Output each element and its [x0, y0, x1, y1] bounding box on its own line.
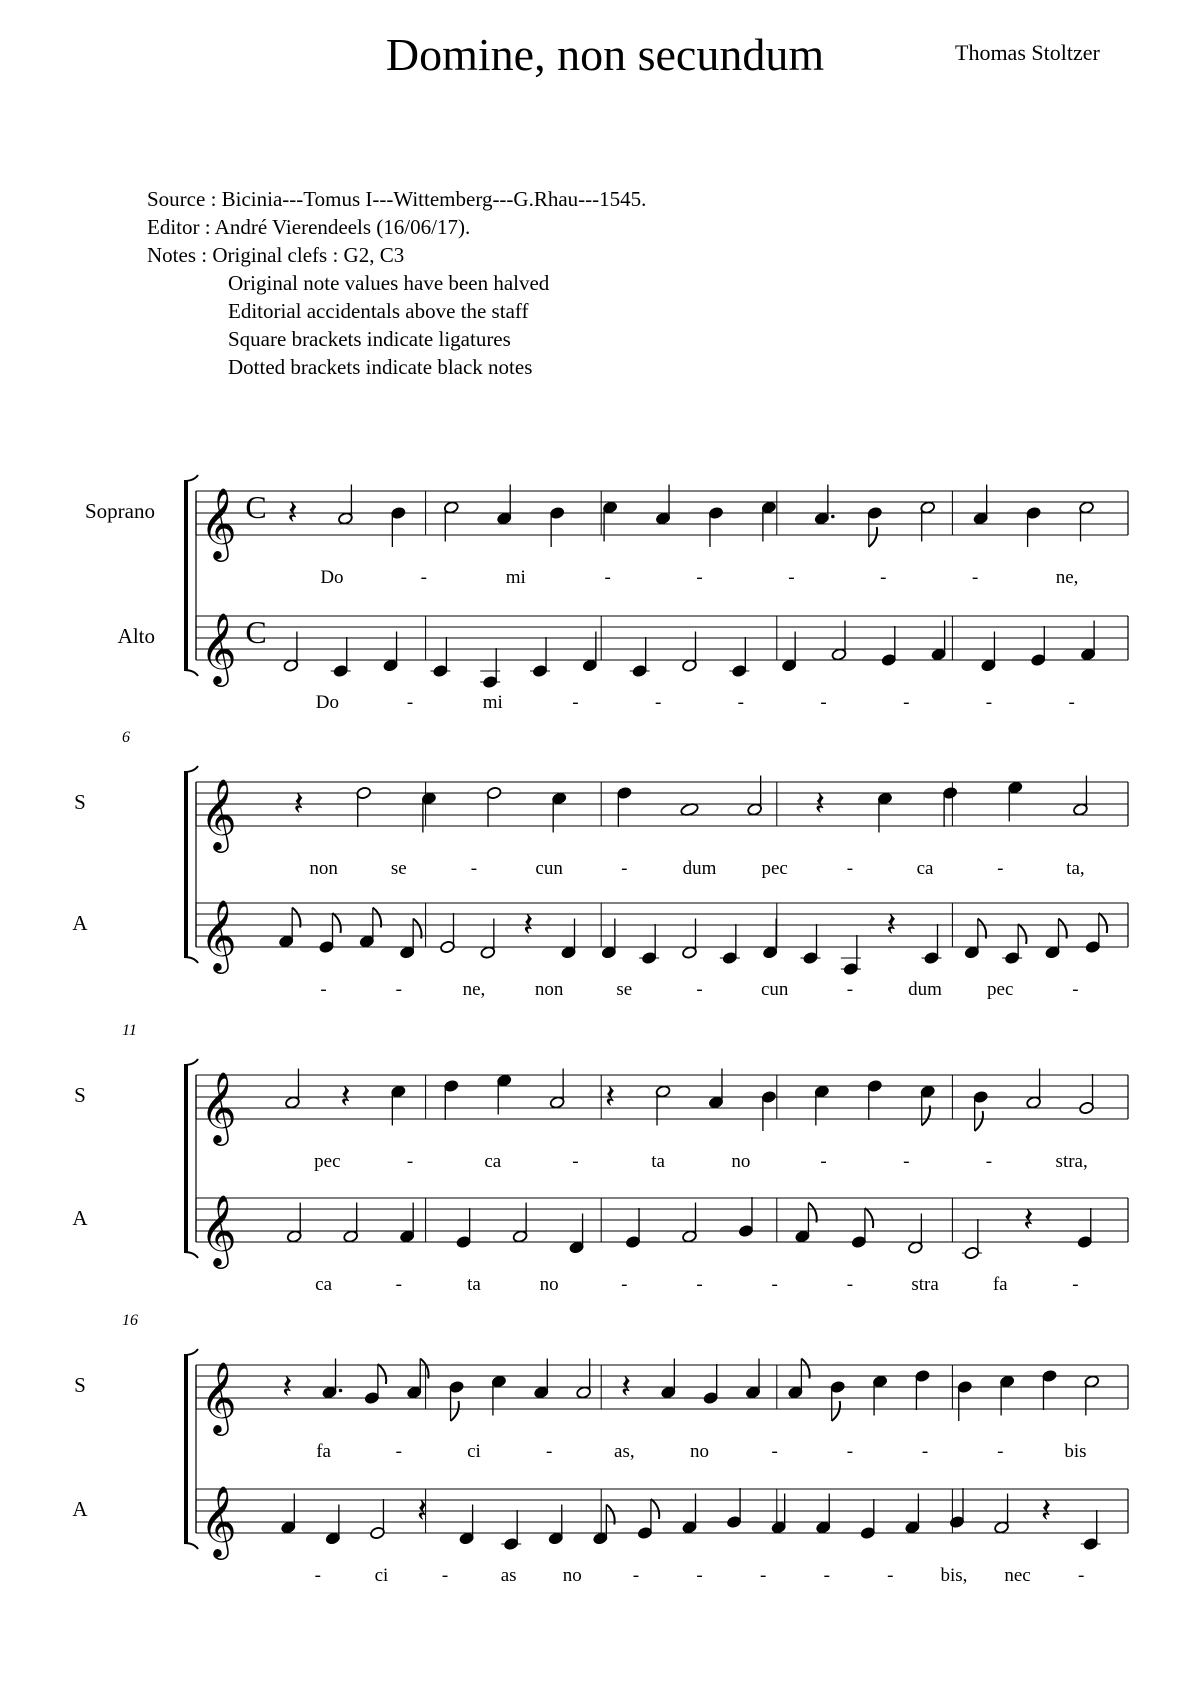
staff-label-soprano: Soprano: [85, 499, 155, 523]
lyric-syllable: -: [1072, 979, 1079, 1000]
lyric-syllable: no: [731, 1151, 751, 1172]
quarter-rest-icon: 𝄽: [885, 907, 897, 944]
treble-clef-icon: 𝄞: [200, 1197, 237, 1265]
lyric-syllable: nec: [1004, 1565, 1031, 1586]
lyric-syllable: ta: [651, 1151, 666, 1172]
quarter-rest-icon: 𝄽: [1040, 1493, 1052, 1530]
bracket-hook: [184, 766, 198, 772]
lyric-syllable: -: [820, 1151, 827, 1172]
lyric-syllable: -: [887, 1565, 894, 1586]
lyric-syllable: ci: [467, 1441, 481, 1462]
staff-label-soprano: S: [74, 1083, 86, 1107]
lyric-syllable: -: [395, 979, 402, 1000]
lyric-syllable: -: [921, 1441, 929, 1462]
lyric-syllable: -: [696, 567, 703, 588]
lyric-syllable: se: [390, 858, 407, 879]
lyric-syllable: -: [1072, 1274, 1079, 1295]
lyric-syllable: ca: [484, 1151, 502, 1172]
quarter-rest-icon: 𝄽: [1023, 1202, 1034, 1239]
lyric-syllable: ta: [467, 1274, 481, 1295]
lyric-syllable: -: [771, 1274, 778, 1295]
lyric-syllable: -: [406, 1151, 414, 1172]
lyric-syllable: -: [846, 1274, 854, 1295]
lyric-syllable: -: [632, 1565, 640, 1586]
treble-clef-icon: 𝄞: [200, 490, 237, 558]
lyric-syllable: Do: [315, 692, 339, 713]
lyric-syllable: as: [500, 1565, 517, 1586]
lyric-syllable: -: [846, 858, 854, 879]
source-line: Source : Bicinia---Tomus I---Wittemberg---G.Rhau---1545.: [147, 187, 647, 211]
quarter-rest-icon: 𝄽: [416, 1493, 428, 1530]
lyric-syllable: ne,: [462, 979, 486, 1000]
bracket-hook: [184, 670, 198, 676]
lyric-syllable: fa: [316, 1441, 331, 1462]
staff-label-alto: Alto: [117, 624, 155, 648]
note-flag: [451, 1401, 459, 1421]
lyric-syllable: -: [1078, 1565, 1085, 1586]
lyric-syllable: -: [1068, 692, 1075, 713]
lyric-syllable: mi: [505, 567, 526, 588]
note-flag: [1099, 913, 1107, 933]
lyric-syllable: -: [997, 858, 1004, 879]
lyric-syllable: -: [621, 858, 628, 879]
lyric-syllable: -: [441, 1565, 449, 1586]
note-line: Square brackets indicate ligatures: [228, 327, 511, 351]
editor-line: Editor : André Vierendeels (16/06/17).: [147, 215, 471, 239]
lyric-syllable: dum: [908, 979, 942, 1000]
lyric-syllable: -: [985, 1151, 993, 1172]
lyric-syllable: ta,: [1066, 858, 1085, 879]
staff-label-alto: A: [72, 1497, 88, 1521]
lyric-syllable: -: [406, 692, 414, 713]
lyric-syllable: -: [470, 858, 478, 879]
lyric-syllable: ca: [315, 1274, 333, 1295]
note-flag: [975, 1111, 983, 1131]
lyric-syllable: mi: [482, 692, 503, 713]
bracket-hook: [184, 1252, 198, 1258]
quarter-rest-icon: 𝄽: [340, 1079, 351, 1116]
note-line: Original note values have been halved: [228, 271, 550, 295]
note-line: Dotted brackets indicate black notes: [228, 355, 533, 379]
lyric-syllable: ne,: [1055, 567, 1079, 588]
lyric-syllable: no: [539, 1274, 559, 1295]
lyric-syllable: bis,: [940, 1565, 968, 1586]
augmentation-dot: [339, 1389, 343, 1393]
lyric-syllable: -: [696, 1274, 703, 1295]
time-signature: C: [245, 489, 267, 525]
lyric-syllable: -: [572, 1151, 579, 1172]
lyric-syllable: as,: [614, 1441, 635, 1462]
note-flag: [333, 913, 341, 933]
note-flag: [651, 1499, 659, 1519]
lyric-syllable: -: [737, 692, 745, 713]
lyric-syllable: -: [395, 1274, 402, 1295]
staff-label-alto: A: [72, 911, 88, 935]
lyric-syllable: -: [788, 567, 795, 588]
quarter-rest-icon: 𝄽: [522, 907, 534, 944]
lyric-syllable: -: [846, 979, 854, 1000]
lyric-syllable: -: [771, 1441, 778, 1462]
lyric-syllable: pec: [761, 858, 788, 879]
staff-label-soprano: S: [74, 790, 86, 814]
lyric-syllable: -: [420, 567, 427, 588]
lyric-syllable: -: [545, 1441, 553, 1462]
note-line: Editorial accidentals above the staff: [228, 299, 529, 323]
lyric-syllable: -: [314, 1565, 321, 1586]
lyric-syllable: fa: [992, 1274, 1008, 1295]
lyric-syllable: -: [903, 1151, 910, 1172]
quarter-rest-icon: 𝄽: [281, 1369, 293, 1406]
lyric-syllable: cun: [535, 858, 563, 879]
quarter-rest-icon: 𝄽: [287, 495, 298, 532]
lyric-syllable: bis: [1064, 1441, 1087, 1462]
lyric-syllable: no: [562, 1565, 582, 1586]
note-flag: [869, 527, 877, 547]
lyric-syllable: -: [696, 1565, 703, 1586]
lyric-syllable: -: [880, 567, 887, 588]
treble-clef-icon: 𝄞: [200, 1074, 237, 1142]
treble-clef-icon: 𝄞: [200, 1364, 237, 1432]
lyric-syllable: no: [690, 1441, 709, 1462]
augmentation-dot: [831, 515, 835, 519]
lyric-syllable: -: [320, 979, 327, 1000]
notes-header-line: Notes : Original clefs : G2, C3: [147, 243, 405, 267]
lyric-syllable: -: [820, 692, 827, 713]
lyric-syllable: -: [997, 1441, 1004, 1462]
lyric-syllable: Do: [320, 567, 344, 588]
measure-number: 6: [122, 729, 130, 746]
lyric-syllable: -: [621, 1274, 628, 1295]
lyric-syllable: -: [985, 692, 993, 713]
lyric-syllable: -: [395, 1441, 402, 1462]
composer-name: Thomas Stoltzer: [955, 40, 1100, 65]
treble-clef-icon: 𝄞: [200, 615, 237, 683]
quarter-rest-icon: 𝄽: [814, 786, 826, 823]
lyric-syllable: -: [823, 1565, 830, 1586]
piece-title: Domine, non secundum: [385, 29, 825, 80]
lyric-syllable: -: [604, 567, 611, 588]
quarter-rest-icon: 𝄽: [620, 1369, 632, 1406]
lyric-syllable: non: [309, 858, 338, 879]
bracket-hook: [184, 1059, 198, 1065]
lyric-syllable: ci: [374, 1565, 389, 1586]
treble-clef-icon: 𝄞: [200, 1488, 237, 1556]
lyric-syllable: -: [759, 1565, 767, 1586]
measure-number: 11: [122, 1022, 137, 1039]
lyric-syllable: pec: [314, 1151, 341, 1172]
time-signature: C: [245, 614, 267, 650]
note-flag: [1018, 924, 1026, 944]
quarter-rest-icon: 𝄽: [293, 786, 304, 823]
lyric-syllable: cun: [760, 979, 789, 1000]
lyric-syllable: stra,: [1055, 1151, 1088, 1172]
lyric-syllable: -: [972, 567, 979, 588]
note-flag: [378, 1364, 386, 1384]
lyric-syllable: pec: [987, 979, 1014, 1000]
note-flag: [865, 1208, 873, 1228]
bracket-hook: [184, 957, 198, 963]
staff-label-soprano: S: [74, 1373, 86, 1397]
bracket-hook: [184, 1349, 198, 1355]
lyric-syllable: -: [846, 1441, 854, 1462]
lyric-syllable: stra: [911, 1274, 939, 1295]
lyric-syllable: non: [534, 979, 564, 1000]
lyric-syllable: -: [903, 692, 910, 713]
note-flag: [832, 1401, 840, 1421]
quarter-rest-icon: 𝄽: [604, 1079, 616, 1116]
treble-clef-icon: 𝄞: [200, 902, 237, 970]
treble-clef-icon: 𝄞: [200, 781, 237, 849]
measure-number: 16: [122, 1312, 138, 1329]
lyric-syllable: -: [572, 692, 579, 713]
bracket-hook: [184, 475, 198, 481]
lyric-syllable: dum: [682, 858, 717, 879]
lyric-syllable: -: [654, 692, 662, 713]
staff-label-alto: A: [72, 1206, 88, 1230]
lyric-syllable: ca: [916, 858, 934, 879]
bracket-hook: [184, 1543, 198, 1549]
lyric-syllable: -: [696, 979, 703, 1000]
lyric-syllable: se: [616, 979, 633, 1000]
